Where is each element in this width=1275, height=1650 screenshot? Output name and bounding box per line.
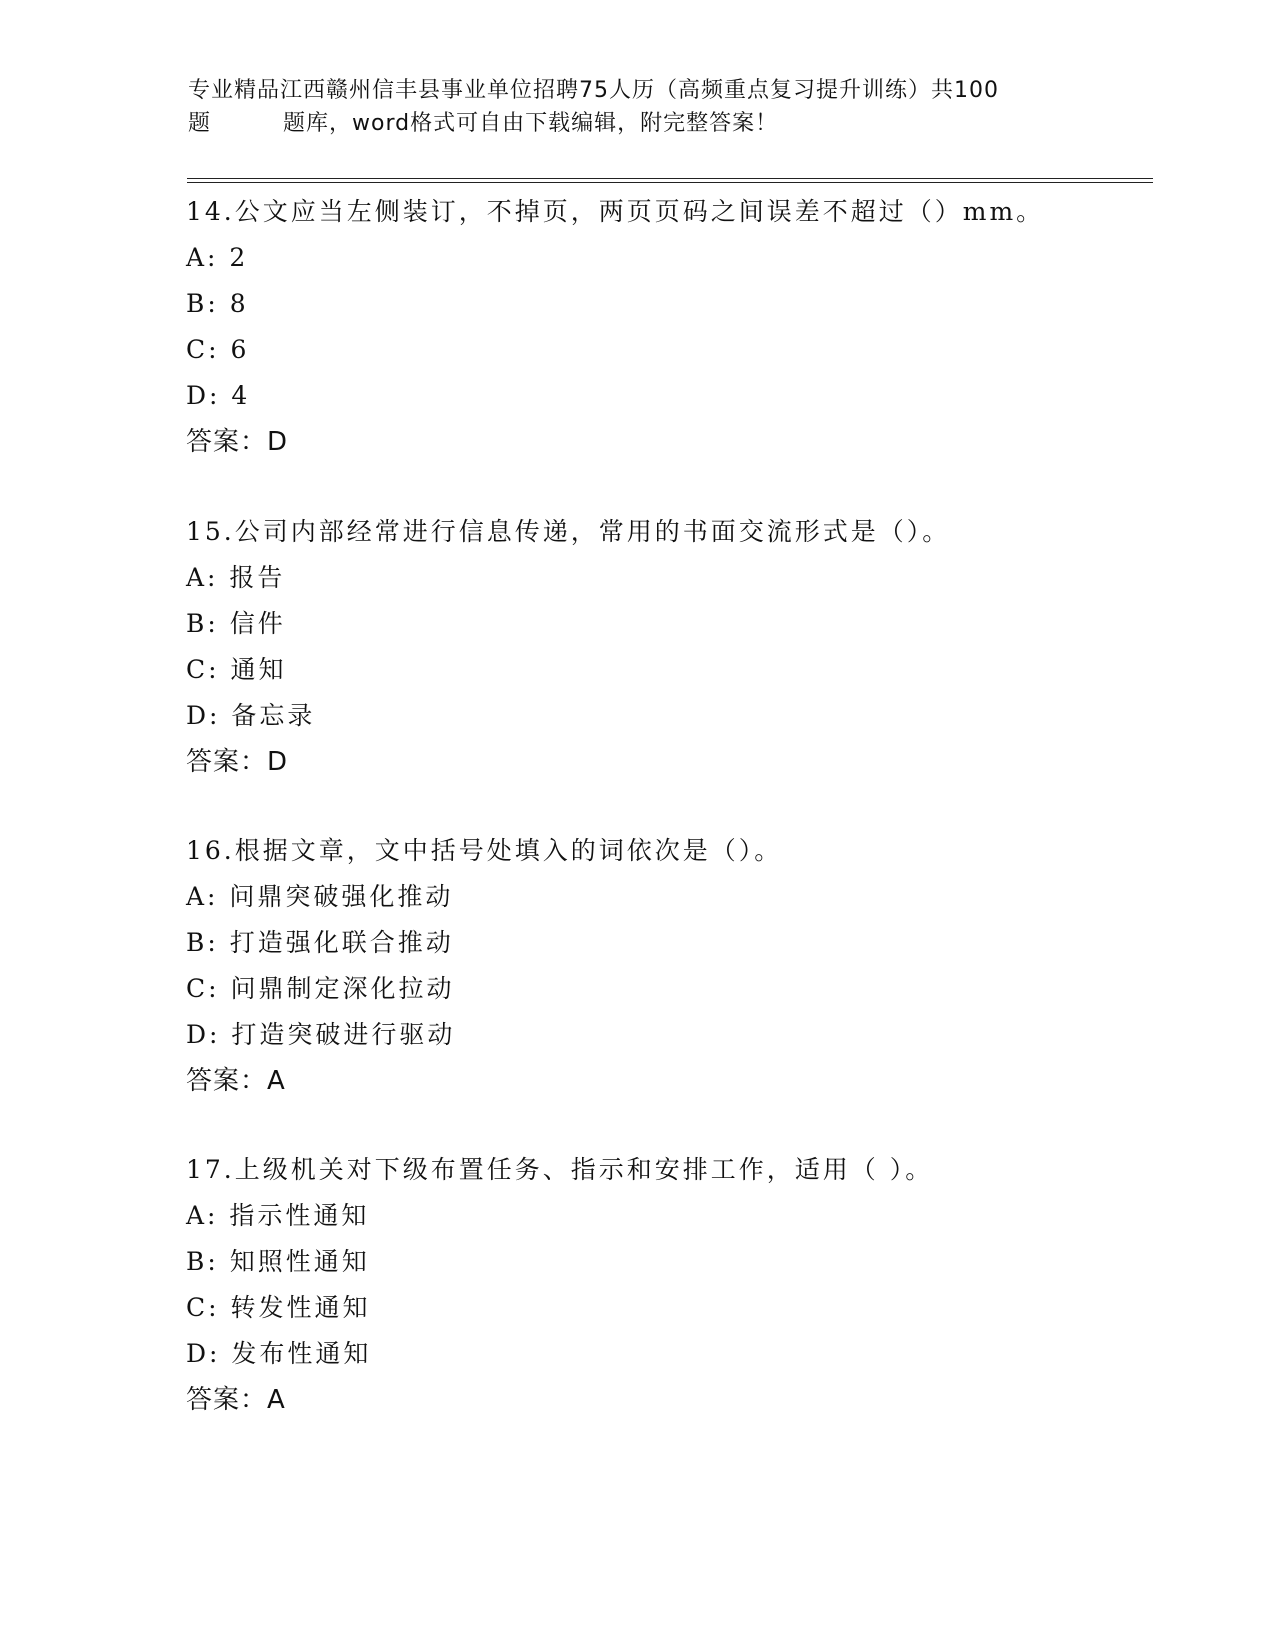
option-b: B: 打造强化联合推动 xyxy=(186,928,454,957)
answer: 答案：A xyxy=(186,1385,286,1415)
header-title-line-1: 专业精品江西赣州信丰县事业单位招聘75人历（高频重点复习提升训练）共100 xyxy=(188,78,999,103)
question-stem: 15.公司内部经常进行信息传递，常用的书面交流形式是（）。 xyxy=(186,517,951,546)
question-17 xyxy=(186,1147,1146,1423)
option-a: A: 2 xyxy=(186,243,249,272)
header-title-line-2-start: 题 xyxy=(188,111,212,136)
option-b: B: 信件 xyxy=(186,609,286,638)
option-a: A: 指示性通知 xyxy=(186,1201,370,1230)
option-c: C: 6 xyxy=(186,335,250,364)
option-b: B: 知照性通知 xyxy=(186,1247,370,1276)
header-divider-bottom xyxy=(187,182,1153,183)
header-title-line-2 xyxy=(188,107,1088,140)
option-b: B: 8 xyxy=(186,289,249,318)
option-d: D: 备忘录 xyxy=(186,701,316,730)
question-14 xyxy=(186,189,1146,465)
question-16 xyxy=(186,828,1146,1104)
option-d: D: 4 xyxy=(186,381,251,410)
answer: 答案：A xyxy=(186,1066,286,1096)
answer: 答案：D xyxy=(186,427,289,457)
option-c: C: 问鼎制定深化拉动 xyxy=(186,974,455,1003)
header-divider-top xyxy=(187,178,1153,179)
document-header xyxy=(188,74,1088,140)
option-c: C: 通知 xyxy=(186,655,287,684)
question-stem: 16.根据文章，文中括号处填入的词依次是（）。 xyxy=(186,836,783,865)
header-title-line-2-rest: 题库，word格式可自由下载编辑，附完整答案！ xyxy=(283,111,779,136)
option-a: A: 问鼎突破强化推动 xyxy=(186,882,454,911)
question-stem: 17.上级机关对下级布置任务、指示和安排工作，适用（ ）。 xyxy=(186,1155,934,1184)
option-a: A: 报告 xyxy=(186,563,286,592)
question-15 xyxy=(186,509,1146,785)
answer: 答案：D xyxy=(186,747,289,777)
option-d: D: 发布性通知 xyxy=(186,1339,372,1368)
option-c: C: 转发性通知 xyxy=(186,1293,371,1322)
question-stem: 14.公文应当左侧装订，不掉页，两页页码之间误差不超过（）mm。 xyxy=(186,197,1045,226)
option-d: D: 打造突破进行驱动 xyxy=(186,1020,456,1049)
